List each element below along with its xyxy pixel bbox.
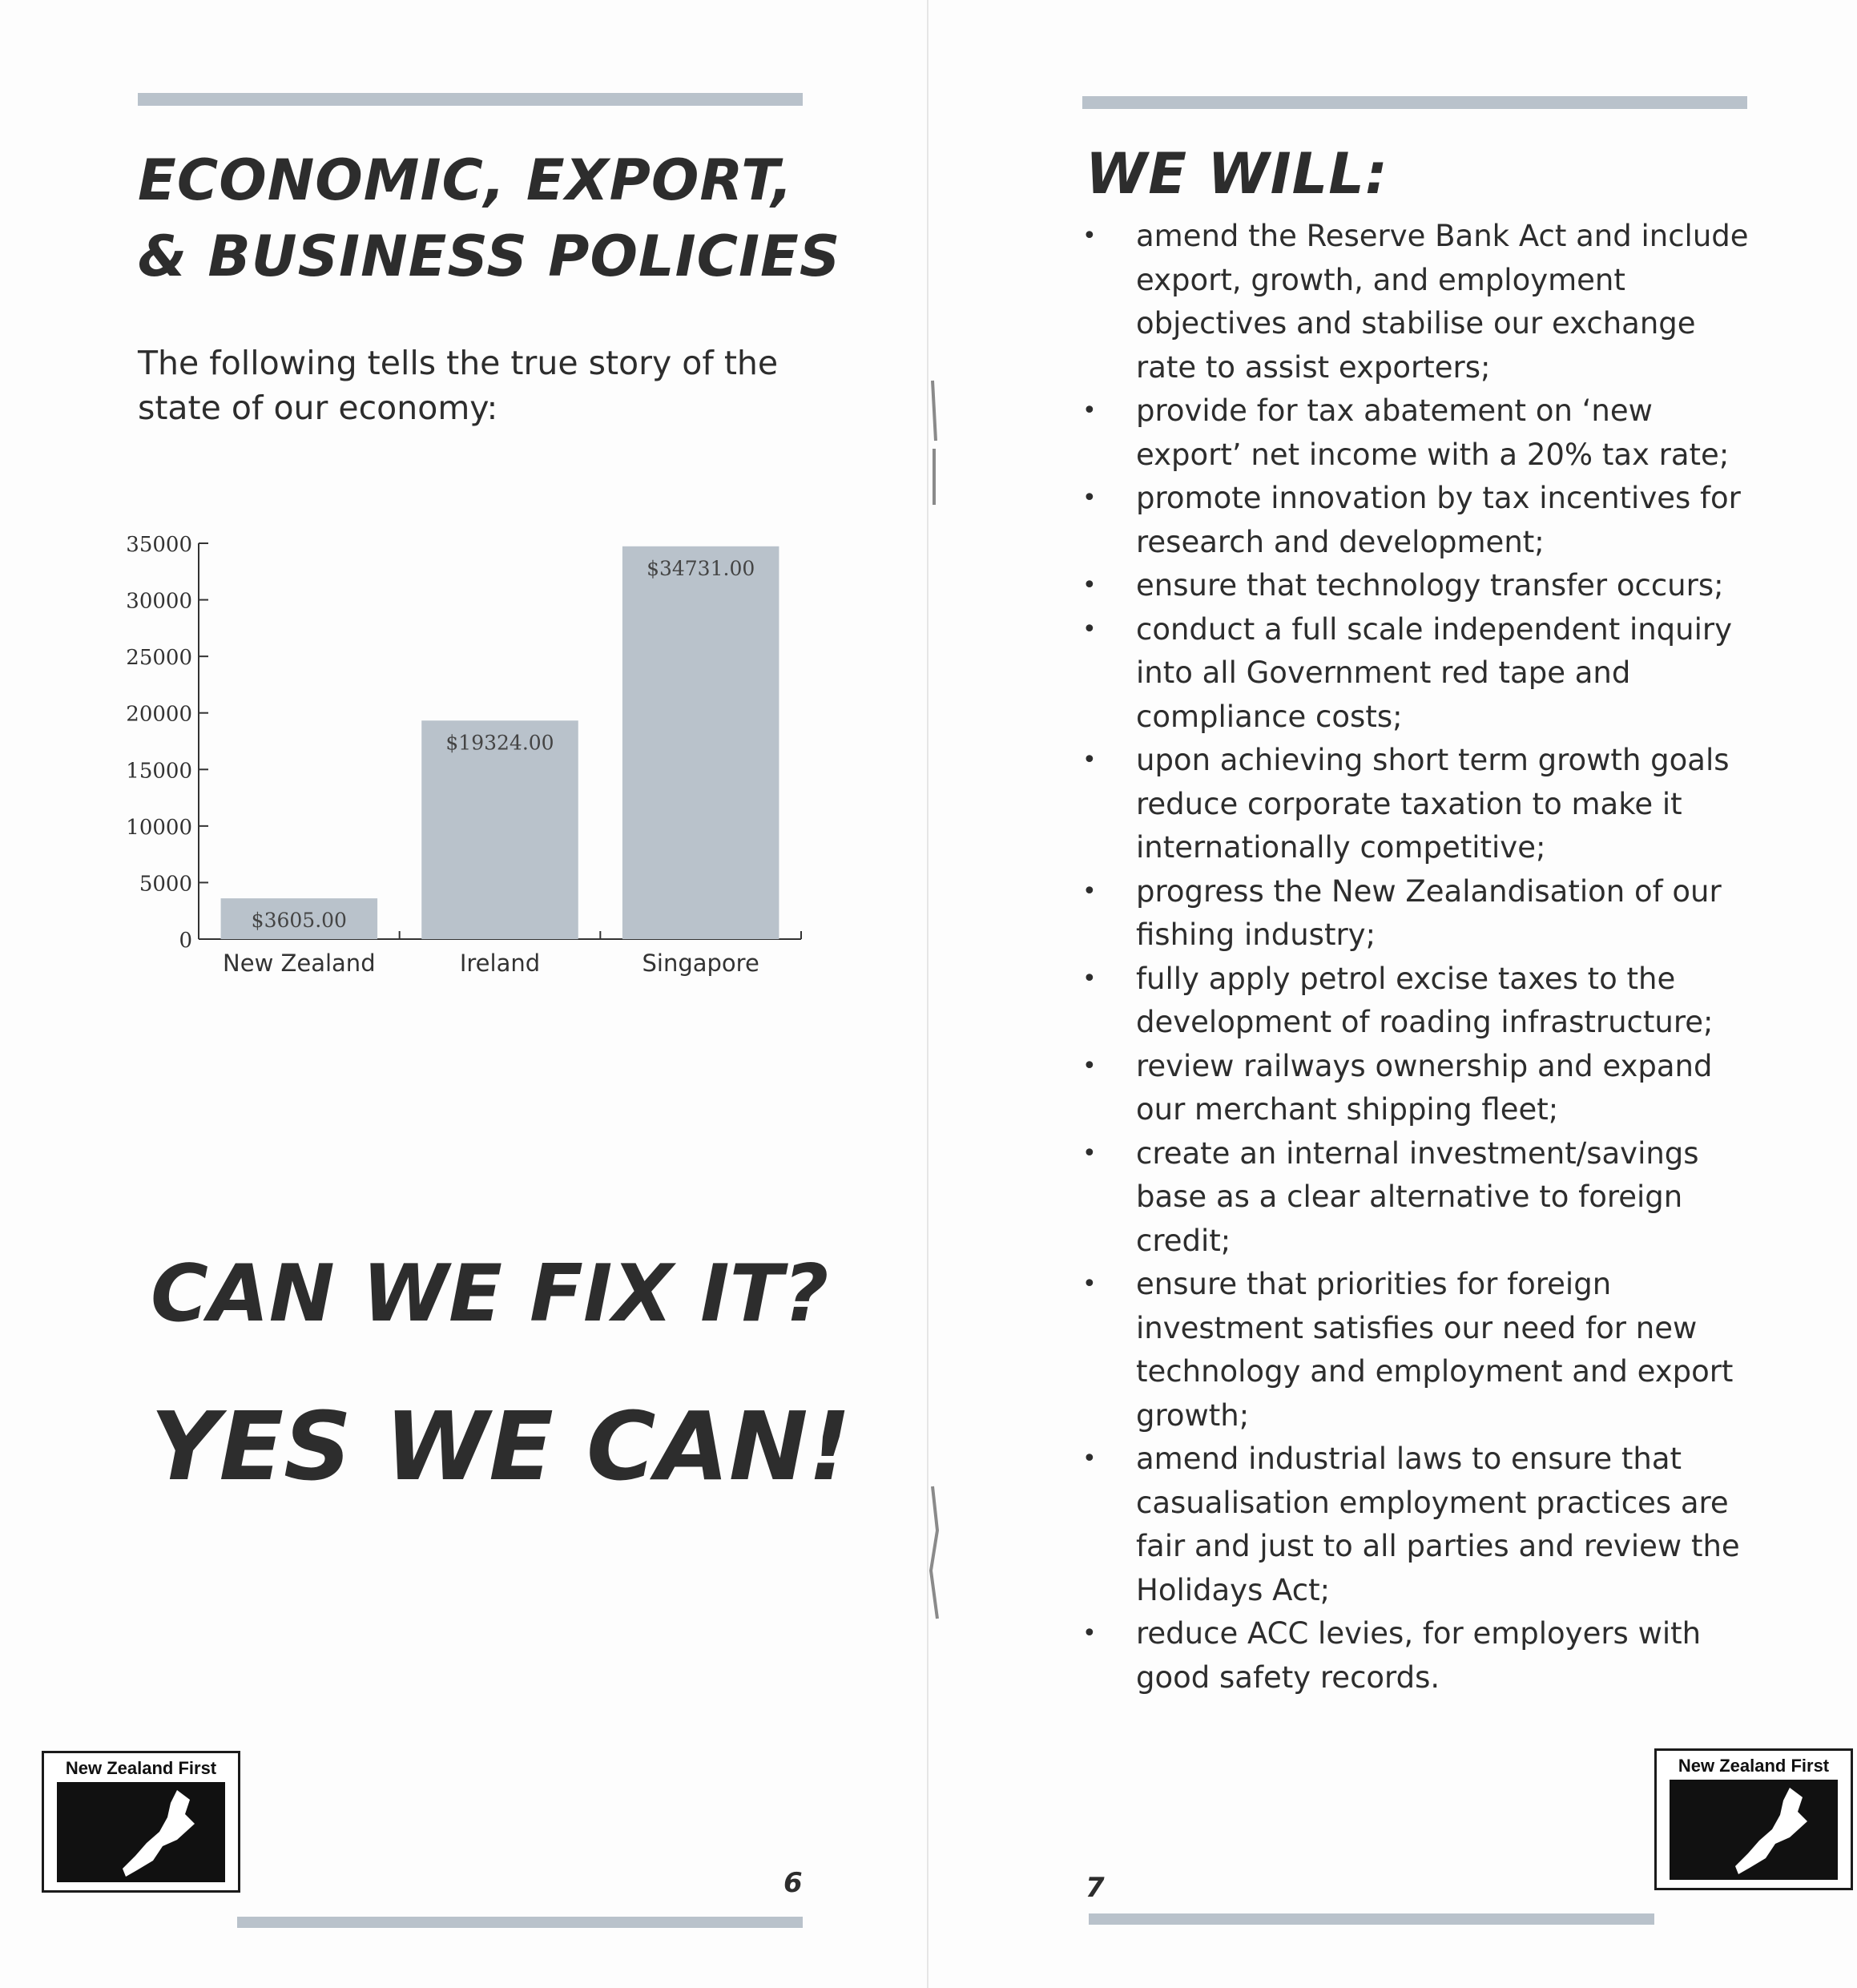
bullet-icon: • — [1082, 1445, 1097, 1473]
nz-logo-mark-icon — [1670, 1780, 1838, 1880]
y-tick-label: 25000 — [126, 646, 192, 671]
policy-text: fully apply petrol excise taxes to the development of roading infrastructure; — [1136, 961, 1714, 1039]
policy-item — [1082, 564, 1763, 608]
bullet-icon: • — [1082, 877, 1097, 905]
policy-item — [1082, 870, 1763, 958]
intro-line-1: The following tells the true story of the — [138, 344, 779, 382]
policy-item — [1082, 215, 1763, 389]
bullet-icon: • — [1082, 746, 1097, 774]
policy-text: amend the Reserve Bank Act and include export, growth, and employment objectives and stabilise our exchange rate to assist exporters; — [1136, 219, 1749, 385]
bar-value-label: $34731.00 — [647, 556, 755, 580]
bullet-icon: • — [1082, 222, 1097, 250]
bullet-icon: • — [1082, 484, 1097, 512]
policy-text: upon achieving short term growth goals reduce corporate taxation to make it internationally competitive; — [1136, 743, 1730, 865]
policy-text: progress the New Zealandisation of our fishing industry; — [1136, 873, 1722, 952]
policy-text: create an internal investment/savings base as a clear alternative to foreign credit; — [1136, 1135, 1699, 1258]
policy-item — [1082, 477, 1763, 564]
left-page — [0, 0, 928, 1988]
bullet-icon: • — [1082, 397, 1097, 425]
y-tick-label: 20000 — [126, 702, 192, 727]
y-tick-label: 30000 — [126, 589, 192, 614]
x-tick-label: Ireland — [459, 950, 541, 977]
policy-item — [1082, 1438, 1763, 1612]
nz-logo-mark-icon — [57, 1782, 225, 1882]
policy-item — [1082, 1612, 1763, 1700]
y-tick-label: 5000 — [139, 872, 192, 897]
policy-text: reduce ACC levies, for employers with good safety records. — [1136, 1616, 1702, 1695]
party-logo — [1654, 1748, 1853, 1890]
heading-line-1: ECONOMIC, EXPORT, — [138, 147, 794, 213]
page-number: 7 — [1086, 1872, 1105, 1904]
party-logo — [42, 1751, 240, 1893]
policy-text: amend industrial laws to ensure that casualisation employment practices are fair and just to all parties and review the Holidays Act; — [1136, 1442, 1740, 1607]
slogan-question: CAN WE FIX IT? — [151, 1248, 829, 1340]
bullet-icon: • — [1082, 1270, 1097, 1298]
logo-label: New Zealand First — [65, 1758, 217, 1778]
x-tick-label: Singapore — [642, 950, 759, 977]
page-heading — [138, 143, 840, 295]
right-page — [928, 0, 1857, 1988]
bullet-icon: • — [1082, 1051, 1097, 1080]
top-rule — [138, 93, 803, 106]
y-tick-label: 0 — [179, 929, 192, 953]
policy-item — [1082, 1132, 1763, 1264]
gdp-bar-chart — [96, 529, 833, 986]
bottom-rule — [237, 1917, 803, 1928]
bullet-icon: • — [1082, 964, 1097, 993]
bar-value-label: $19324.00 — [445, 731, 554, 755]
logo-label: New Zealand First — [1678, 1756, 1830, 1776]
bar-value-label: $3605.00 — [251, 909, 347, 933]
policy-item — [1082, 739, 1763, 870]
bullet-icon: • — [1082, 1139, 1097, 1167]
bottom-rule — [1089, 1913, 1654, 1925]
intro-line-2: state of our economy: — [138, 389, 498, 427]
top-rule — [1082, 96, 1747, 109]
policy-text: review railways ownership and expand our merchant shipping fleet; — [1136, 1048, 1713, 1127]
page-heading: WE WILL: — [1086, 141, 1388, 207]
policy-item — [1082, 389, 1763, 477]
policy-text: ensure that priorities for foreign investment satisfies our need for new technology and employment and export growth; — [1136, 1267, 1734, 1433]
y-tick-label: 15000 — [126, 759, 192, 784]
slogan-answer: YES WE CAN! — [151, 1391, 852, 1502]
policy-text: promote innovation by tax incentives for research and development; — [1136, 481, 1741, 559]
heading-line-2: & BUSINESS POLICIES — [138, 224, 841, 289]
intro-text — [138, 341, 778, 430]
bullet-icon: • — [1082, 615, 1097, 643]
policy-text: ensure that technology transfer occurs; — [1136, 568, 1724, 603]
policy-item — [1082, 958, 1763, 1045]
policy-item — [1082, 1263, 1763, 1438]
policy-text: conduct a full scale independent inquiry into all Government red tape and compliance costs; — [1136, 611, 1733, 734]
y-tick-label: 35000 — [126, 533, 192, 557]
y-tick-label: 10000 — [126, 815, 192, 840]
policy-text: provide for tax abatement on ‘new export’ net income with a 20% tax rate; — [1136, 393, 1730, 472]
policy-item — [1082, 608, 1763, 740]
bullet-icon: • — [1082, 571, 1097, 599]
chart-bar — [622, 546, 779, 939]
page-number: 6 — [783, 1867, 803, 1899]
bullet-icon: • — [1082, 1619, 1097, 1647]
policy-list — [1082, 215, 1763, 1700]
policy-item — [1082, 1045, 1763, 1132]
x-tick-label: New Zealand — [223, 950, 376, 977]
